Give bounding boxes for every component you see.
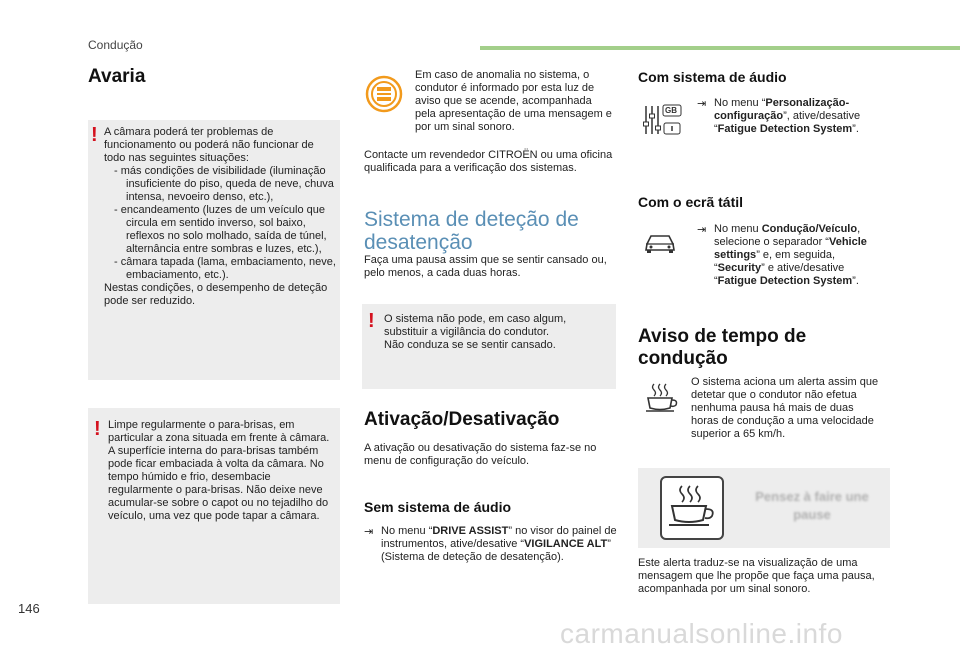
touch-title: Com o ecrã tátil: [638, 194, 744, 210]
anomaly-text: Em caso de anomalia no sistema, o condutor é informado por esta luz de aviso que se acende, acompanhada pela apresentação de uma mensagem e por um sinal sonoro.: [415, 69, 612, 133]
no-audio-instruction: No menu “DRIVE ASSIST” no visor do painel de instrumentos, ative/desative “VIGILANCE ALT” (Sistema de deteção de desatenção).: [381, 525, 617, 563]
warning-line: Não conduza se se sentir cansado.: [384, 339, 556, 351]
pause-display-message: Pensez à faire une pause: [755, 489, 869, 522]
warning-line: O sistema não pode, em caso algum, substituir a vigilância do condutor.: [384, 313, 567, 338]
warning-box-vigilance: [362, 304, 616, 389]
driving-time-title: Aviso de tempo de condução: [638, 326, 807, 369]
alert-text: Este alerta traduz-se na visualização de uma mensagem que lhe propõe que faça uma pausa, acompanhada por um sinal sonoro.: [638, 557, 875, 595]
warning-paragraph: A superfície interna do para-brisas também pode ficar embaciada à volta da câmara. No tempo húmido e frio, desembacie regularmente o para-brisas. Não deixe neve acumular-se sobre o capot ou no tejadilho do veículo, uma vez que pode tapar a câmara.: [108, 445, 329, 522]
audio-settings-icon: [642, 102, 684, 138]
car-icon: [642, 228, 678, 256]
header-accent-bar: [480, 46, 960, 50]
warning-intro: A câmara poderá ter problemas de funcionamento ou poderá não funcionar de todo nas seguintes situações:: [104, 126, 314, 164]
watermark: carmanualsonline.info: [560, 618, 843, 649]
avaria-title: Avaria: [88, 66, 146, 87]
menu-arrow-icon: ⇥: [364, 526, 374, 538]
warning-exclamation-icon: !: [94, 418, 101, 440]
audio-instruction: No menu “Personalização-configuração”, ative/desative “Fatigue Detection System”.: [714, 97, 861, 135]
menu-arrow-icon: ⇥: [697, 98, 707, 110]
warning-item: - más condições de visibilidade (iluminação insuficiente do piso, queda de neve, chuva intensa, nevoeiro denso, etc.),: [114, 165, 334, 203]
system-title: Sistema de deteção de desatenção: [364, 208, 579, 254]
warning-item: - câmara tapada (lama, embaciamento, neve, embaciamento, etc.).: [114, 256, 336, 281]
driving-time-text: O sistema aciona um alerta assim que detetar que o condutor não efetua nenhuma pausa há mais de duas horas de condução a uma velocidade superior a 65 km/h.: [691, 376, 879, 440]
system-text: Faça uma pausa assim que se sentir cansado ou, pelo menos, a cada duas horas.: [364, 254, 607, 279]
activation-text: A ativação ou desativação do sistema faz-se no menu de configuração do veículo.: [364, 442, 597, 467]
warning-paragraph: Limpe regularmente o para-brisas, em particular a zona situada em frente à câmara.: [108, 419, 330, 444]
activation-title: Ativação/Desativação: [364, 409, 560, 430]
coffee-cup-icon: [644, 380, 680, 414]
contact-text: Contacte um revendedor CITROËN ou uma oficina qualificada para a verificação dos sistemas.: [364, 149, 613, 174]
gb-badge: GB: [665, 106, 677, 115]
audio-title: Com sistema de áudio: [638, 69, 787, 85]
warning-outro: Nestas condições, o desempenho de deteção pode ser reduzido.: [104, 282, 328, 307]
warning-exclamation-icon: !: [368, 310, 375, 332]
warning-box-camera: [88, 120, 340, 380]
no-audio-title: Sem sistema de áudio: [364, 499, 512, 515]
menu-arrow-icon: ⇥: [697, 224, 707, 236]
section-label: Condução: [88, 38, 143, 52]
warning-exclamation-icon: !: [91, 124, 98, 146]
display-preview-box: [638, 468, 890, 548]
touch-instruction: No menu Condução/Veículo, selecione o separador “Vehicle settings” e, em seguida, “Security” e ative/desative “Fatigue Detection System”.: [714, 223, 867, 287]
page-number: 146: [18, 601, 40, 616]
warning-item: - encandeamento (luzes de um veículo que circula em sentido inverso, sol baixo, reflexos no solo molhado, saída de túnel, alternância entre sombras e luzes, etc.),: [114, 204, 327, 255]
pause-display-icon: [660, 476, 724, 540]
fatigue-warning-light-icon: [364, 74, 404, 114]
warning-box-windscreen: [88, 408, 340, 604]
